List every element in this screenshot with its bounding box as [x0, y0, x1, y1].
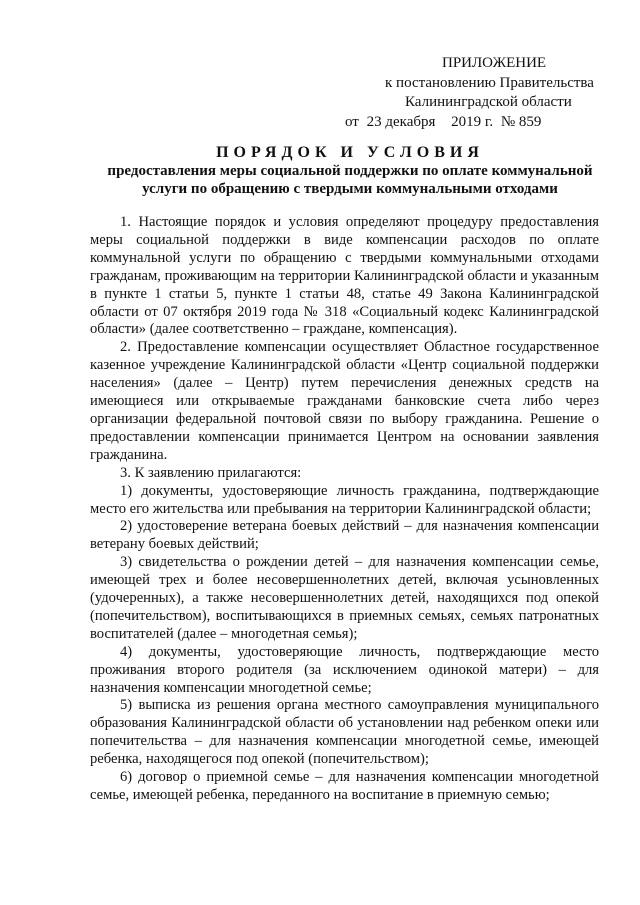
annex-resolution-line: к постановлению Правительства: [385, 74, 594, 91]
document-title: ПОРЯДОК И УСЛОВИЯ: [216, 144, 484, 161]
date-prefix: от: [345, 113, 359, 130]
date-year: 2019 г.: [451, 113, 494, 130]
list-item-2: 2) удостоверение ветерана боевых действий – для назначения компенсации ветерану боевых действий;: [90, 518, 599, 553]
list-item-5: 5) выписка из решения органа местного самоуправления муниципального образования Калининградской области об установлении над ребенком опеки или попечительства – для назначения компенсации многодетной семье, имеющей ребенка, находящегося под опекой (попечительством);: [90, 697, 599, 768]
resolution-number: № 859: [500, 113, 542, 130]
list-item-3: 3) свидетельства о рождении детей – для назначения компенсации семье, имеющей трех и более несовершеннолетних детей, включая усыновленных (удочеренных), а также несовершеннолетних детей, находящихся под опекой (попечительством), воспитывающихся в приемных семьях, семьях патронатных воспитателей (далее – многодетная семья);: [90, 554, 599, 642]
list-item-1: 1) документы, удостоверяющие личность гражданина, подтверждающие место его жительства или пребывания на территории Калининградской области;: [90, 482, 599, 517]
document-body: [90, 214, 599, 805]
annex-region-line: Калининградской области: [405, 94, 572, 110]
paragraph-3: 3. К заявлению прилагаются:: [120, 464, 302, 481]
annex-title: ПРИЛОЖЕНИЕ: [442, 55, 547, 71]
list-item-4: 4) документы, удостоверяющие личность, подтверждающие место проживания второго родителя (за исключением одинокой матери) – для назначения компенсации многодетной семье;: [90, 643, 599, 696]
annex-date-line: [345, 113, 640, 133]
date-day-month: 23 декабря: [366, 113, 436, 130]
list-item-6: 6) договор о приемной семье – для назначения компенсации многодетной семье, имеющей ребенка, переданного на воспитание в приемную семью;: [90, 769, 599, 803]
document-subtitle: предоставления меры социальной поддержки по оплате коммунальной услуги по обращению с твердыми коммунальными отходами: [107, 163, 593, 197]
annex-header: [0, 54, 640, 132]
paragraph-2: 2. Предоставление компенсации осуществляет Областное государственное казенное учреждение Калининградской области «Центр социальной поддержки населения» (далее – Центр) путем перечисления денежных средств на имеющиеся или открываемые гражданами банковские счета либо через организации федеральной почтовой связи по выбору гражданина. Решение о предоставлении компенсации принимается Центром на основании заявления гражданина.: [90, 339, 599, 463]
paragraph-1: 1. Настоящие порядок и условия определяют процедуру предоставления меры социальной поддержки в виде компенсации расходов по оплате коммунальной услуги по обращению с твердыми коммунальными отходами гражданам, проживающим на территории Калининградской области и указанным в пункте 1 статьи 5, пункте 1 статьи 48, статье 49 Закона Калининградской области от 07 октября 2019 года № 318 «Социальный кодекс Калининградской области» (далее соответственно – граждане, компенсация).: [90, 214, 599, 338]
